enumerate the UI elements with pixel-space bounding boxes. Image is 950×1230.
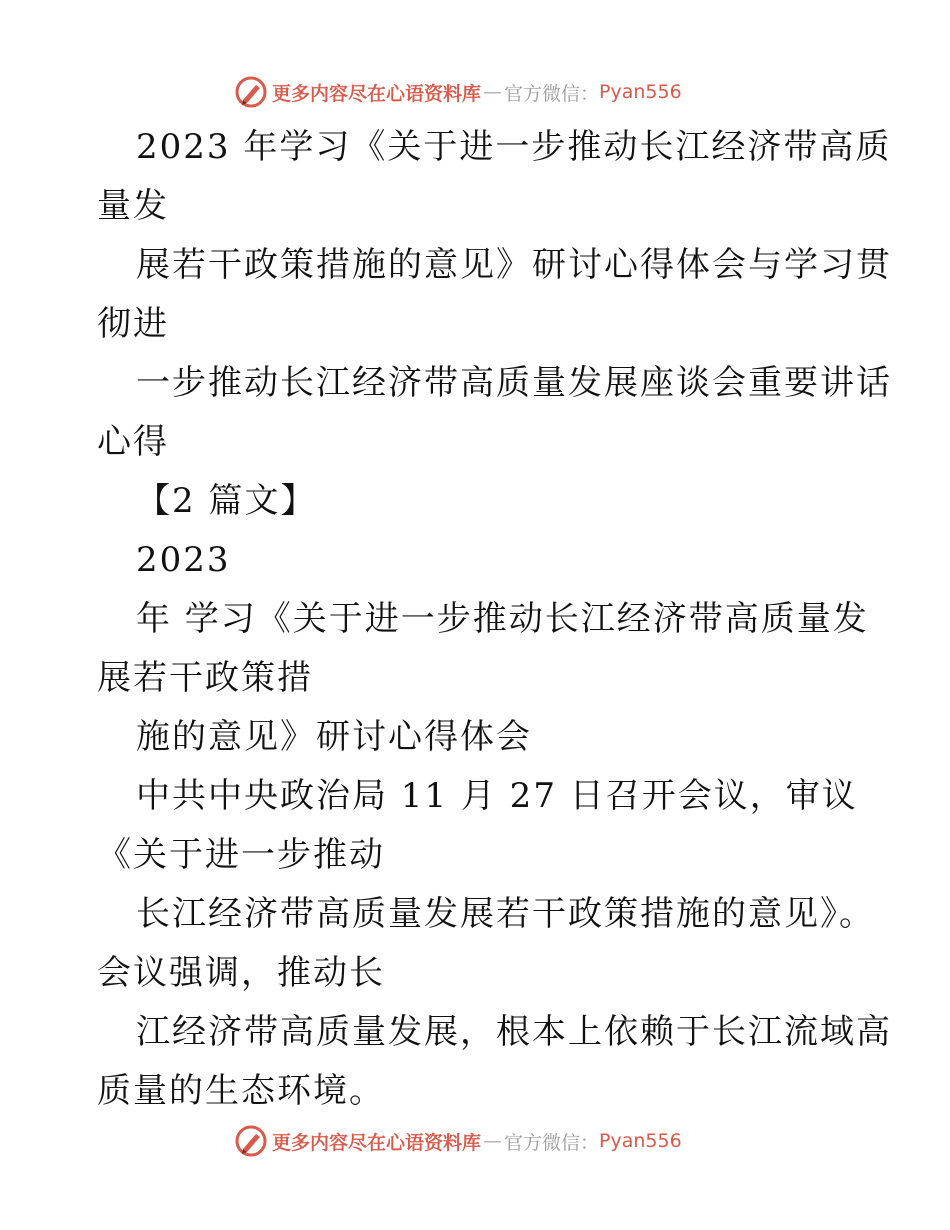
text-line: 展若干政策措 — [97, 658, 313, 698]
watermark-main-text: 更多内容尽在心语资料库 — [272, 1131, 482, 1154]
watermark-banner-top — [234, 72, 682, 112]
text-line: 年 学习《关于进一步推动长江经济带高质量发 — [136, 599, 869, 639]
text-line: 展若干政策措施的意见》研讨心得体会与学习贯 — [136, 245, 892, 285]
text-line: 长江经济带高质量发展若干政策措施的意见》。 — [136, 894, 875, 934]
text-line: 【2 篇文】 — [136, 481, 317, 521]
watermark-wechat-id: Pyan556 — [599, 1130, 682, 1152]
text-line: 江经济带高质量发展，根本上依赖于长江流域高 — [136, 1012, 892, 1052]
text-line: 中共中央政治局 11 月 27 日召开会议，审议 — [136, 776, 858, 816]
text-line: 量发 — [97, 186, 169, 226]
pen-logo-icon — [234, 1124, 268, 1158]
text-line: 彻进 — [97, 304, 169, 344]
text-line: 质量的生态环境。 — [97, 1071, 385, 1111]
watermark-banner-bottom — [234, 1121, 682, 1161]
text-line: 心得 — [97, 422, 169, 462]
text-line: 一步推动长江经济带高质量发展座谈会重要讲话 — [136, 363, 892, 403]
watermark-main-text: 更多内容尽在心语资料库 — [272, 82, 482, 105]
watermark-wechat-id: Pyan556 — [599, 81, 682, 103]
pen-logo-icon — [234, 75, 268, 109]
watermark-label: 官方微信： — [504, 82, 600, 105]
watermark-dash: — — [483, 81, 503, 103]
text-line: 会议强调，推动长 — [97, 953, 385, 993]
watermark-dash: — — [483, 1130, 503, 1152]
text-line: 2023 年学习《关于进一步推动长江经济带高质 — [136, 127, 892, 167]
text-line: 施的意见》研讨心得体会 — [136, 717, 532, 757]
watermark-label: 官方微信： — [504, 1131, 600, 1154]
text-line: 2023 — [136, 540, 231, 580]
text-line: 《关于进一步推动 — [97, 835, 385, 875]
